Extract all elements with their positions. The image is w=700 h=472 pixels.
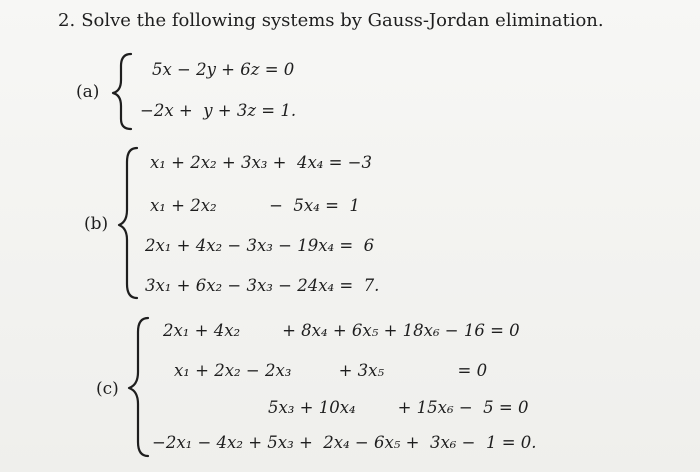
part-a-equation-1: 5x − 2y + 6z = 0 xyxy=(152,60,295,79)
problem-number: 2. xyxy=(58,10,76,31)
part-b-equation-2: x₁ + 2x₂ − 5x₄ = 1 xyxy=(150,196,360,215)
problem-instruction: Solve the following systems by Gauss-Jordan elimination. xyxy=(81,10,604,31)
part-a-equation-2: −2x + y + 3z = 1. xyxy=(140,101,297,120)
part-b-equation-4: 3x₁ + 6x₂ − 3x₃ − 24x₄ = 7. xyxy=(145,276,380,295)
part-c-equation-3: 5x₃ + 10x₄ + 15x₆ − 5 = 0 xyxy=(268,398,529,417)
part-c-equation-2: x₁ + 2x₂ − 2x₃ + 3x₅ = 0 xyxy=(174,361,488,380)
part-b-equation-3: 2x₁ + 4x₂ − 3x₃ − 19x₄ = 6 xyxy=(145,236,375,255)
part-c-equation-4: −2x₁ − 4x₂ + 5x₃ + 2x₄ − 6x₅ + 3x₆ − 1 = 0. xyxy=(152,433,537,452)
part-c-equation-1: 2x₁ + 4x₂ + 8x₄ + 6x₅ + 18x₆ − 16 = 0 xyxy=(163,321,520,340)
part-b-label: (b) xyxy=(84,214,109,234)
part-c-label: (c) xyxy=(96,379,119,399)
part-b-equation-1: x₁ + 2x₂ + 3x₃ + 4x₄ = −3 xyxy=(150,153,373,172)
part-a-label: (a) xyxy=(76,82,100,102)
